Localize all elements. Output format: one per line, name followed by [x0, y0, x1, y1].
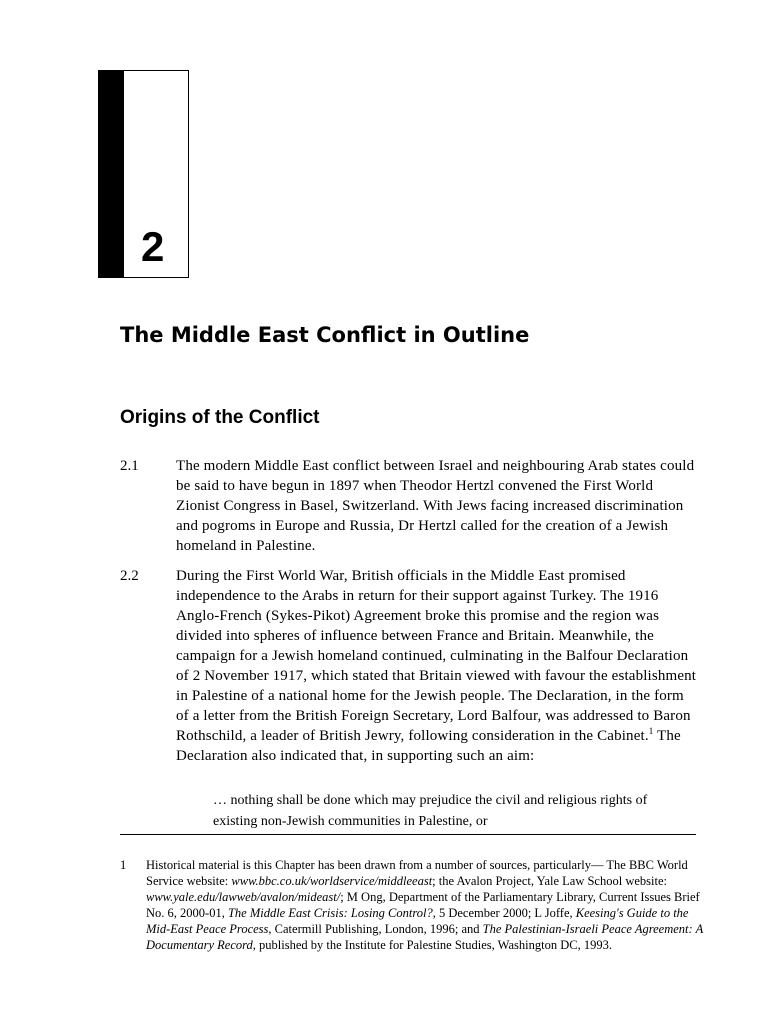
chapter-number: 2: [141, 223, 165, 270]
paragraph-2-1: [120, 456, 700, 556]
footnote: [120, 857, 710, 953]
block-quote: … nothing shall be done which may prejudice the civil and religious rights of existing non-Jewish communities in Palestine, or: [213, 793, 648, 829]
footnote-reference[interactable]: 1: [648, 726, 654, 736]
paragraph-text: The modern Middle East conflict between Israel and neighbouring Arab states could be said to have begun in 1897 when Theodor Hertzl convened the First World Zionist Congress in Basel, Switzerland. With Jews facing increased discrimination and pogroms in Europe and Russia, Dr Hertzl called for the creation of a Jewish homeland in Palestine.: [176, 458, 695, 554]
bbc-url-link[interactable]: www.bbc.co.uk/worldservice/middleeast: [231, 874, 433, 888]
chapter-bar: [99, 71, 124, 277]
footnote-number: 1: [120, 858, 127, 872]
paragraph-2-2: [120, 566, 700, 766]
chapter-title: The Middle East Conflict in Outline: [120, 323, 530, 347]
footnote-divider: [120, 834, 696, 835]
paragraph-number: 2.1: [120, 458, 139, 474]
chapter-number-box: [98, 70, 189, 278]
section-heading: Origins of the Conflict: [120, 407, 320, 428]
paragraph-text: During the First World War, British officials in the Middle East promised independence to the Arabs in return for their support against Turkey. The 1916 Anglo-French (Sykes-Pikot) Agreement broke this promise and the region was divided into spheres of influence between France and Britain. Meanwhile, the campaign for a Jewish homeland continued, culminating in the Balfour Declaration of 2 November 1917, which stated that Britain viewed with favour the establishment in Palestine of a national home for the Jewish people. The Declaration, in the form of a letter from the British Foreign Secretary, Lord Balfour, was addressed to Baron Rothschild, a leader of British Jewry, following consideration in the Cabinet.$^1$ The Declaration also indicated that, in supporting such an aim:: [176, 568, 697, 764]
footnote-text: Historical material is this Chapter has been drawn from a number of sources, particularly— The BBC World Service website: www.bbc.co.uk/worldservice/middleeast; the Avalon Project, Yale Law School website: www.yale.edu/lawweb/avalon/mideast/; M Ong, Department of the Parliamentary Library, Current Issues Brief No. 6, 2000-01, The Middle East Crisis: Losing Control?, 5 December 2000; L Joffe, Keesing's Guide to the Mid-East Peace Process, Catermill Publishing, London, 1996; and The Palestinian-Israeli Peace Agreement: A Documentary Record, published by the Institute for Palestine Studies, Washington DC, 1993.: [146, 858, 703, 952]
yale-url-link[interactable]: www.yale.edu/lawweb/avalon/mideast/: [146, 890, 341, 904]
paragraph-number: 2.2: [120, 568, 139, 584]
